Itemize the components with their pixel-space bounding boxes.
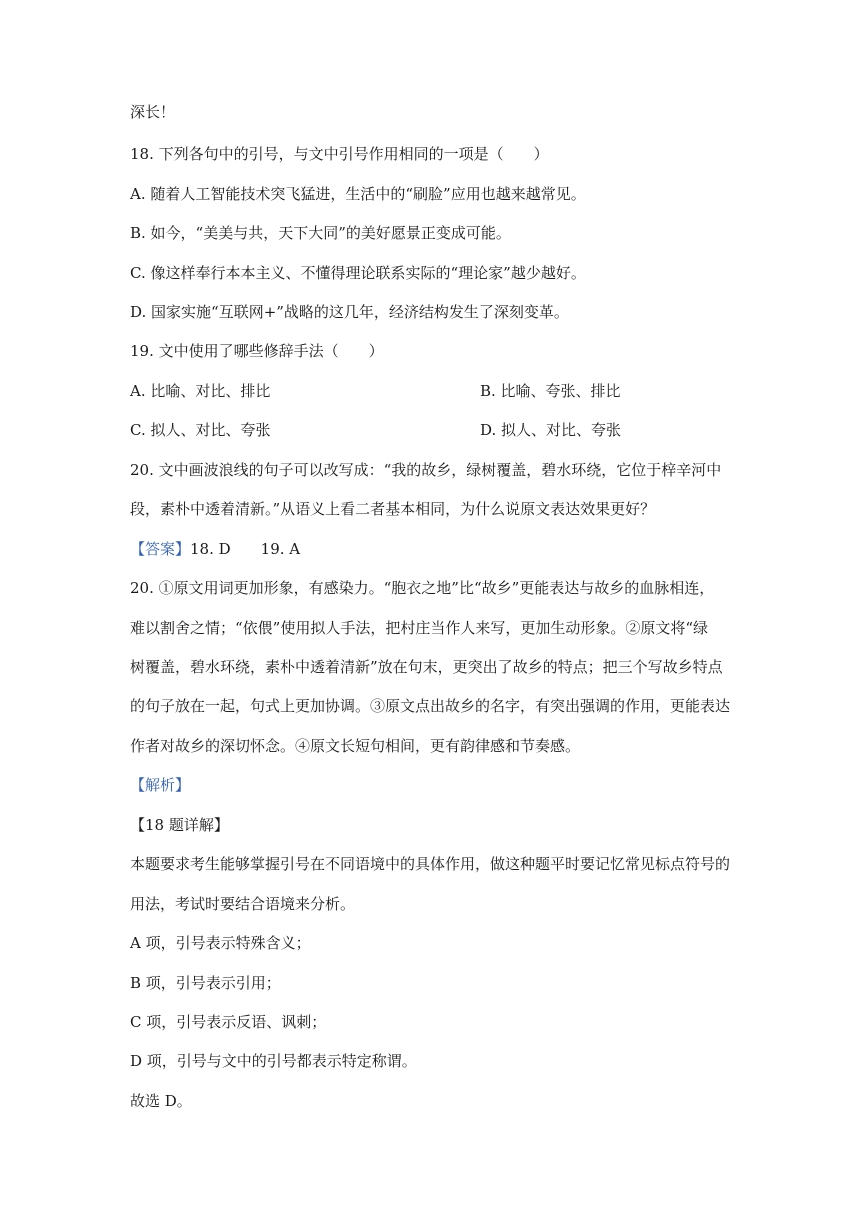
- answer-20-line-1: 20. ①原文用词更加形象，有感染力。“胞衣之地”比“故乡”更能表达与故乡的血脉相连，: [130, 579, 715, 597]
- question-19: 19. 文中使用了哪些修辞手法（ ）: [130, 342, 384, 360]
- conclusion-line: 故选 D。: [130, 1092, 192, 1110]
- question-20-line-1: 20. 文中画波浪线的句子可以改写成：“我的故乡，绿树覆盖，碧水环绕，它位于梓辛河中: [130, 461, 722, 479]
- q19-option-a: A. 比喻、对比、排比: [130, 382, 271, 400]
- answer-20-line-3: 树覆盖，碧水环绕，素朴中透着清新”放在句末，更突出了故乡的特点；把三个写故乡特点: [130, 658, 723, 676]
- answer-20-line-4: 的句子放在一起，句式上更加协调。③原文点出故乡的名字，有突出强调的作用，更能表达: [130, 697, 731, 715]
- q19-option-d: D. 拟人、对比、夸张: [480, 421, 622, 439]
- q18-option-b: B. 如今，“美美与共，天下大同”的美好愿景正变成可能。: [130, 224, 511, 242]
- explanation-option-a: A 项，引号表示特殊含义；: [130, 934, 311, 952]
- question-18: 18. 下列各句中的引号，与文中引号作用相同的一项是（ ）: [130, 145, 549, 163]
- text-line-top: 深长！: [130, 103, 176, 121]
- answer-line: [130, 538, 300, 560]
- detail-18-heading: 【18 题详解】: [130, 816, 229, 834]
- analysis-label: 【解析】: [130, 776, 191, 794]
- question-20-line-2: 段，素朴中透着清新。”从语义上看二者基本相同，为什么说原文表达效果更好？: [130, 500, 656, 518]
- q19-option-b: B. 比喻、夸张、排比: [480, 382, 621, 400]
- explanation-option-d: D 项，引号与文中的引号都表示特定称谓。: [130, 1052, 417, 1070]
- q18-option-d: D. 国家实施“互联网+”战略的这几年，经济结构发生了深刻变革。: [130, 303, 569, 321]
- answer-20-line-5: 作者对故乡的深切怀念。④原文长短句相间，更有韵律感和节奏感。: [130, 737, 581, 755]
- q18-option-a: A. 随着人工智能技术突飞猛进，生活中的“刷脸”应用也越来越常见。: [130, 185, 586, 203]
- answer-20-line-2: 难以割舍之情；“依偎”使用拟人手法，把村庄当作人来写，更加生动形象。②原文将“绿: [130, 619, 709, 637]
- q18-option-c: C. 像这样奉行本本主义、不懂得理论联系实际的“理论家”越少越好。: [130, 264, 586, 282]
- explanation-option-b: B 项，引号表示引用；: [130, 974, 281, 992]
- explanation-line-1: 本题要求考生能够掌握引号在不同语境中的具体作用，做这种题平时要记忆常见标点符号的: [130, 855, 731, 873]
- q19-option-c: C. 拟人、对比、夸张: [130, 421, 271, 439]
- answer-label: 【答案】: [130, 540, 191, 558]
- explanation-option-c: C 项，引号表示反语、讽刺；: [130, 1013, 327, 1031]
- answer-text: 18. D 19. A: [190, 540, 301, 558]
- explanation-line-2: 用法，考试时要结合语境来分析。: [130, 895, 356, 913]
